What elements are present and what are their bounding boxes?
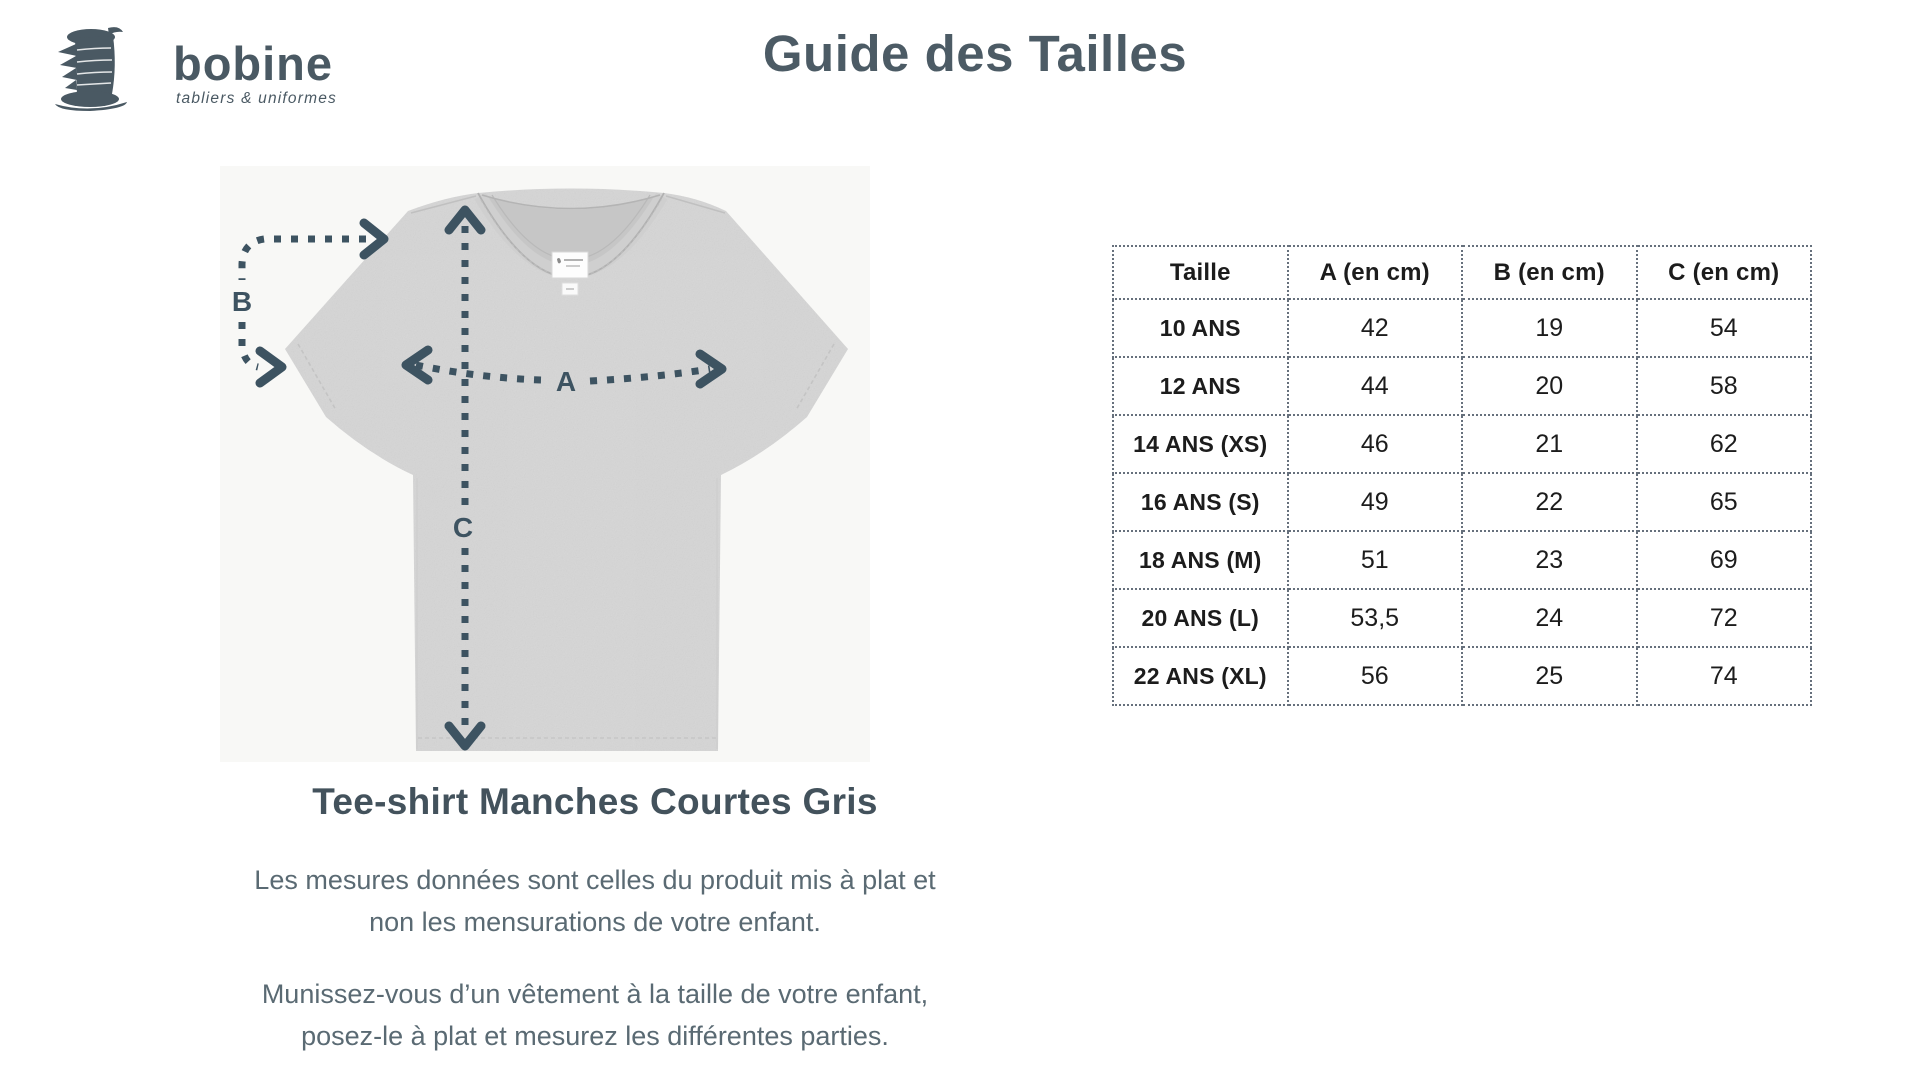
table-row: [1113, 473, 1811, 531]
value-a: 44: [1288, 357, 1463, 415]
value-b: 20: [1462, 357, 1637, 415]
value-a: 51: [1288, 531, 1463, 589]
value-c: 62: [1637, 415, 1812, 473]
table-row: [1113, 531, 1811, 589]
page-title: Guide des Tailles: [762, 25, 1188, 82]
note-line: posez-le à plat et mesurez les différentes parties.: [301, 1021, 889, 1051]
value-a: 53,5: [1288, 589, 1463, 647]
size-table-header-row: [1113, 246, 1811, 299]
note-line: non les mensurations de votre enfant.: [369, 907, 821, 937]
brand-name: bobine: [173, 37, 334, 90]
value-a: 56: [1288, 647, 1463, 705]
size-label: 18 ANS (M): [1113, 531, 1288, 589]
value-b: 21: [1462, 415, 1637, 473]
value-c: 58: [1637, 357, 1812, 415]
value-a: 49: [1288, 473, 1463, 531]
col-header-taille: Taille: [1113, 246, 1288, 299]
product-title: Tee-shirt Manches Courtes Gris: [312, 781, 878, 822]
product-note-2: [170, 973, 1020, 1057]
table-row: [1113, 415, 1811, 473]
col-header-b: B (en cm): [1462, 246, 1637, 299]
value-c: 65: [1637, 473, 1812, 531]
note-line: Munissez-vous d’un vêtement à la taille de votre enfant,: [261, 979, 929, 1009]
size-label: 22 ANS (XL): [1113, 647, 1288, 705]
value-c: 74: [1637, 647, 1812, 705]
table-row: [1113, 299, 1811, 357]
tshirt-measurement-figure: [220, 166, 870, 762]
brand-tagline: tabliers & uniformes: [176, 90, 337, 107]
note-line: Les mesures données sont celles du produit mis à plat et: [254, 865, 936, 895]
value-b: 23: [1462, 531, 1637, 589]
product-note-1: [170, 859, 1020, 943]
size-label: 16 ANS (S): [1113, 473, 1288, 531]
table-row: [1113, 357, 1811, 415]
product-info: [170, 781, 1020, 1057]
size-label: 20 ANS (L): [1113, 589, 1288, 647]
table-row: [1113, 589, 1811, 647]
value-c: 54: [1637, 299, 1812, 357]
label-b: B: [231, 286, 253, 317]
value-b: 22: [1462, 473, 1637, 531]
value-a: 42: [1288, 299, 1463, 357]
table-row: [1113, 647, 1811, 705]
value-a: 46: [1288, 415, 1463, 473]
label-a: A: [555, 366, 577, 397]
value-b: 19: [1462, 299, 1637, 357]
col-header-a: A (en cm): [1288, 246, 1463, 299]
value-c: 72: [1637, 589, 1812, 647]
size-label: 12 ANS: [1113, 357, 1288, 415]
value-b: 25: [1462, 647, 1637, 705]
size-table: [1112, 245, 1812, 706]
size-label: 14 ANS (XS): [1113, 415, 1288, 473]
value-b: 24: [1462, 589, 1637, 647]
label-c: C: [452, 512, 474, 543]
value-c: 69: [1637, 531, 1812, 589]
col-header-c: C (en cm): [1637, 246, 1812, 299]
size-label: 10 ANS: [1113, 299, 1288, 357]
tshirt-diagram: [220, 166, 870, 762]
